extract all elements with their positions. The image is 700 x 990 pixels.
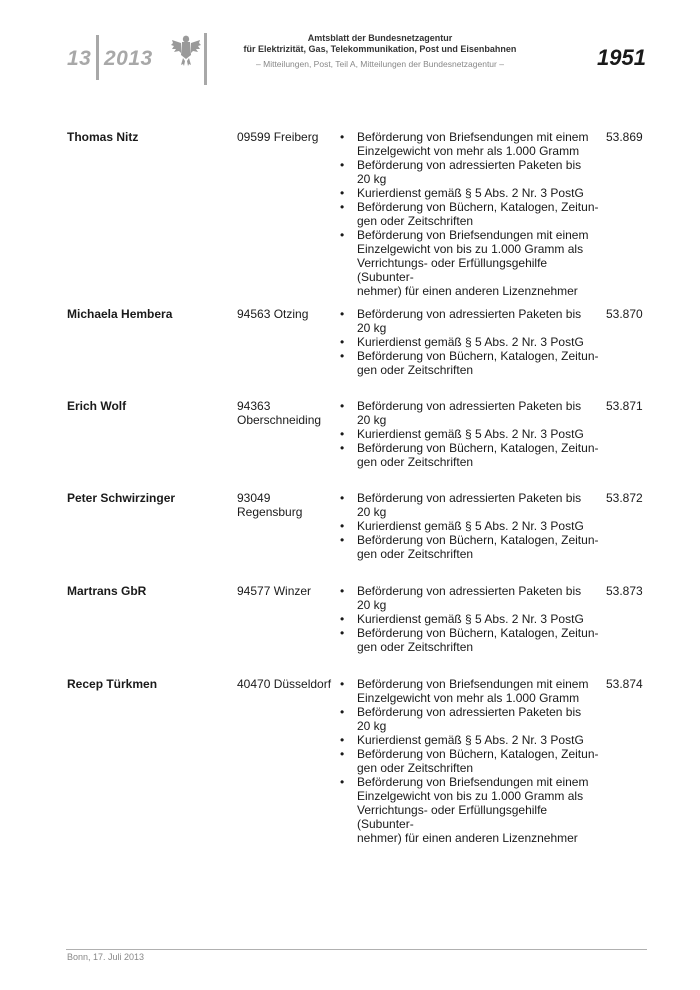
service-item	[340, 705, 602, 733]
service-item	[340, 733, 602, 747]
service-item	[340, 533, 602, 561]
place-line: Regensburg	[237, 505, 303, 519]
service-item	[340, 584, 602, 612]
service-line: Beförderung von Briefsendungen mit einem	[357, 775, 589, 789]
licensee-name: Peter Schwirzinger	[67, 491, 176, 505]
issue-year: 2013	[104, 47, 153, 70]
service-line: Beförderung von adressierten Paketen bis	[357, 705, 582, 719]
place-line: Oberschneiding	[237, 413, 322, 427]
publication-title-line1: Amtsblatt der Bundesnetzagentur	[307, 33, 453, 43]
bullet-icon: •	[340, 705, 345, 719]
service-line: 20 kg	[357, 598, 387, 612]
service-line: Beförderung von adressierten Paketen bis	[357, 158, 582, 172]
service-line: gen oder Zeitschriften	[357, 363, 474, 377]
bullet-icon: •	[340, 307, 345, 321]
place-line: 09599 Freiberg	[237, 130, 319, 144]
issue-number: 13	[67, 47, 92, 70]
service-line: 20 kg	[357, 413, 387, 427]
service-item	[340, 491, 602, 519]
registration-number: 53.869	[606, 130, 643, 144]
place-line: 94363	[237, 399, 271, 413]
licensee-name: Thomas Nitz	[67, 130, 139, 144]
service-line: Beförderung von Büchern, Katalogen, Zeitun-	[357, 441, 599, 455]
service-line: Kurierdienst gemäß § 5 Abs. 2 Nr. 3 PostG	[357, 519, 584, 533]
service-line: Verrichtungs- oder Erfüllungsgehilfe (Subunter-	[357, 803, 548, 831]
service-list	[340, 584, 602, 654]
service-line: Beförderung von adressierten Paketen bis	[357, 307, 582, 321]
service-line: Verrichtungs- oder Erfüllungsgehilfe (Subunter-	[357, 256, 548, 284]
service-line: Beförderung von Büchern, Katalogen, Zeitun-	[357, 626, 599, 640]
service-line: gen oder Zeitschriften	[357, 455, 474, 469]
federal-eagle-icon	[171, 33, 201, 67]
licensee-place	[237, 491, 337, 519]
bullet-icon: •	[340, 186, 345, 200]
service-item	[340, 441, 602, 469]
bullet-icon: •	[340, 427, 345, 441]
service-line: Einzelgewicht von bis zu 1.000 Gramm als	[357, 242, 584, 256]
bullet-icon: •	[340, 441, 345, 455]
registration-number: 53.872	[606, 491, 643, 505]
registration-number: 53.870	[606, 307, 643, 321]
footer-date: Bonn, 17. Juli 2013	[67, 952, 145, 962]
service-list	[340, 307, 602, 377]
service-line: Beförderung von adressierten Paketen bis	[357, 399, 582, 413]
service-line: Kurierdienst gemäß § 5 Abs. 2 Nr. 3 PostG	[357, 335, 584, 349]
service-item	[340, 158, 602, 186]
service-item	[340, 747, 602, 775]
bullet-icon: •	[340, 200, 345, 214]
service-line: Beförderung von Briefsendungen mit einem	[357, 677, 589, 691]
service-item	[340, 335, 602, 349]
service-line: Einzelgewicht von mehr als 1.000 Gramm	[357, 691, 580, 705]
bullet-icon: •	[340, 491, 345, 505]
service-line: Beförderung von Briefsendungen mit einem	[357, 228, 589, 242]
registration-number: 53.874	[606, 677, 643, 691]
service-line: Kurierdienst gemäß § 5 Abs. 2 Nr. 3 PostG	[357, 427, 584, 441]
service-item	[340, 677, 602, 705]
service-line: 20 kg	[357, 321, 387, 335]
service-item	[340, 399, 602, 427]
service-line: 20 kg	[357, 505, 387, 519]
service-line: Beförderung von Büchern, Katalogen, Zeitun-	[357, 533, 599, 547]
registration-number: 53.871	[606, 399, 643, 413]
place-line: 93049	[237, 491, 271, 505]
service-item	[340, 612, 602, 626]
service-line: 20 kg	[357, 172, 387, 186]
service-line: Beförderung von Büchern, Katalogen, Zeitun-	[357, 747, 599, 761]
service-line: Einzelgewicht von bis zu 1.000 Gramm als	[357, 789, 584, 803]
logo-divider	[204, 33, 207, 85]
service-line: Kurierdienst gemäß § 5 Abs. 2 Nr. 3 PostG	[357, 612, 584, 626]
service-line: Beförderung von adressierten Paketen bis	[357, 491, 582, 505]
publication-title-line2: für Elektrizität, Gas, Telekommunikation, Post und Eisenbahnen	[243, 44, 517, 54]
bullet-icon: •	[340, 349, 345, 363]
service-list	[340, 491, 602, 561]
licensee-name: Michaela Hembera	[67, 307, 173, 321]
service-item	[340, 626, 602, 654]
bullet-icon: •	[340, 747, 345, 761]
licensee-place	[237, 130, 337, 144]
service-item	[340, 775, 602, 845]
service-line: Beförderung von adressierten Paketen bis	[357, 584, 582, 598]
licensee-name: Martrans GbR	[67, 584, 147, 598]
service-line: Beförderung von Briefsendungen mit einem	[357, 130, 589, 144]
service-item	[340, 228, 602, 298]
licensee-place	[237, 399, 337, 427]
publication-title	[230, 33, 530, 55]
bullet-icon: •	[340, 399, 345, 413]
bullet-icon: •	[340, 612, 345, 626]
service-item	[340, 130, 602, 158]
service-list	[340, 677, 602, 845]
service-line: gen oder Zeitschriften	[357, 640, 474, 654]
bullet-icon: •	[340, 228, 345, 242]
bullet-icon: •	[340, 626, 345, 640]
licensee-place	[237, 307, 337, 321]
service-line: Beförderung von Büchern, Katalogen, Zeitun-	[357, 349, 599, 363]
service-line: Einzelgewicht von mehr als 1.000 Gramm	[357, 144, 580, 158]
publication-subtitle: – Mitteilungen, Post, Teil A, Mitteilungen der Bundesnetzagentur –	[256, 59, 504, 69]
page-number: 1951	[597, 45, 646, 70]
registration-number: 53.873	[606, 584, 643, 598]
bullet-icon: •	[340, 158, 345, 172]
bullet-icon: •	[340, 677, 345, 691]
place-line: 94563 Otzing	[237, 307, 309, 321]
bullet-icon: •	[340, 130, 345, 144]
bullet-icon: •	[340, 584, 345, 598]
service-line: Beförderung von Büchern, Katalogen, Zeitun-	[357, 200, 599, 214]
bullet-icon: •	[340, 533, 345, 547]
service-line: nehmer) für einen anderen Lizenznehmer	[357, 284, 578, 298]
service-line: Kurierdienst gemäß § 5 Abs. 2 Nr. 3 PostG	[357, 186, 584, 200]
service-item	[340, 200, 602, 228]
bullet-icon: •	[340, 775, 345, 789]
bullet-icon: •	[340, 519, 345, 533]
service-list	[340, 399, 602, 469]
service-item	[340, 519, 602, 533]
licensee-name: Recep Türkmen	[67, 677, 158, 691]
licensee-place	[237, 584, 337, 598]
bullet-icon: •	[340, 733, 345, 747]
footer-divider	[66, 949, 647, 950]
service-line: gen oder Zeitschriften	[357, 214, 474, 228]
bullet-icon: •	[340, 335, 345, 349]
page-header	[0, 0, 700, 90]
service-item	[340, 427, 602, 441]
service-line: 20 kg	[357, 719, 387, 733]
service-item	[340, 186, 602, 200]
service-line: gen oder Zeitschriften	[357, 547, 474, 561]
service-line: Kurierdienst gemäß § 5 Abs. 2 Nr. 3 PostG	[357, 733, 584, 747]
issue-divider	[96, 35, 99, 80]
service-item	[340, 349, 602, 377]
place-line: 94577 Winzer	[237, 584, 312, 598]
service-line: gen oder Zeitschriften	[357, 761, 474, 775]
licensee-place	[237, 677, 337, 691]
service-item	[340, 307, 602, 335]
service-list	[340, 130, 602, 298]
service-line: nehmer) für einen anderen Lizenznehmer	[357, 831, 578, 845]
licensee-name: Erich Wolf	[67, 399, 127, 413]
place-line: 40470 Düsseldorf	[237, 677, 332, 691]
